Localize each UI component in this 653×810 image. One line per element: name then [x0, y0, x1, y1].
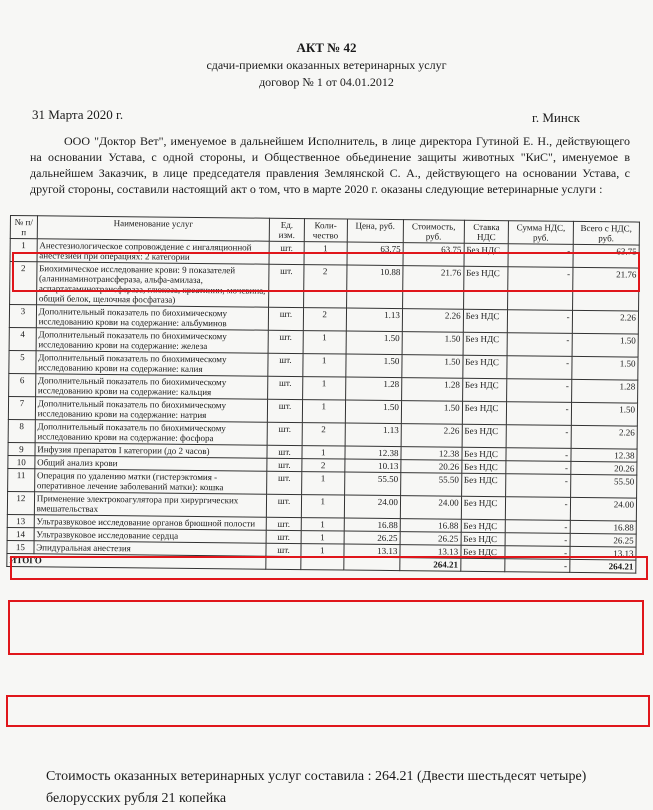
- cell-vat: Без НДС: [461, 545, 506, 558]
- cell-vat-sum: -: [508, 310, 573, 334]
- cell-total: 1.50: [571, 402, 638, 426]
- cell-total: 26.25: [570, 533, 636, 547]
- total-sum: 264.21: [569, 559, 635, 573]
- cell-cost: 21.76: [402, 266, 463, 310]
- cell-qty: 2: [303, 265, 346, 308]
- cell-vat-sum: -: [508, 244, 573, 268]
- highlight-rows-11-12: [8, 600, 644, 655]
- cell-num: 10: [8, 455, 35, 468]
- highlight-row-1: [12, 252, 640, 292]
- cell-price: 55.50: [344, 472, 401, 496]
- cell-name: Применение электрокоагулятора при хирургических вмешательствах: [34, 492, 267, 517]
- cell-price: 1.50: [345, 400, 402, 424]
- cell-vat-sum: -: [506, 425, 571, 449]
- highlight-row-15: [6, 695, 650, 727]
- cell-qty: 1: [301, 544, 344, 557]
- cell-price: 26.25: [344, 531, 400, 545]
- act-title: АКТ № 42: [296, 40, 357, 55]
- cell-total: 16.88: [570, 520, 636, 534]
- header-qty: Коли-чество: [304, 219, 347, 242]
- cell-unit: шт.: [268, 353, 303, 376]
- act-date: 31 Марта 2020 г.: [32, 107, 124, 122]
- cell-num: 1: [10, 239, 37, 262]
- cell-unit: шт.: [266, 543, 301, 556]
- total-label: ИТОГО: [7, 553, 266, 569]
- cell-name: Дополнительный показатель по биохимическому исследованию крови на содержание: фосфора: [35, 420, 268, 445]
- cell-cost: 1.50: [402, 355, 463, 379]
- cell-name: Операция по удалению матки (гистерэктомия - оперативное лечение заболеваний матки): кошка: [34, 469, 267, 494]
- cell-name: Анестезиологическое сопровождение с ингаляционной анестезией при операциях: 2 категории: [37, 239, 270, 264]
- cell-price: 1.13: [345, 423, 402, 447]
- cell-name: Дополнительный показатель по биохимическому исследованию крови на содержание: альбуминов: [36, 305, 269, 330]
- cell-price: 1.13: [346, 308, 403, 332]
- cell-num: 15: [7, 540, 34, 553]
- cell-total: 1.50: [571, 356, 638, 380]
- cell-cost: 24.00: [400, 496, 461, 520]
- cell-vat: Без НДС: [461, 519, 506, 532]
- cell-cost: 26.25: [400, 532, 461, 546]
- cell-price: 13.13: [344, 544, 400, 558]
- cell-vat-sum: -: [507, 379, 572, 403]
- cell-name: Дополнительный показатель по биохимическому исследованию крови на содержание: натрия: [35, 397, 268, 422]
- cell-unit: шт.: [268, 399, 303, 422]
- cell-num: 12: [7, 491, 34, 514]
- cell-unit: шт.: [266, 517, 301, 530]
- cell-vat: Без НДС: [462, 447, 507, 460]
- act-subtitle: сдачи-приемки оказанных ветеринарных услуг: [206, 58, 447, 72]
- cell-vat-sum: -: [507, 356, 572, 380]
- cell-cost: 2.26: [402, 309, 463, 333]
- cell-vat: Без НДС: [463, 309, 508, 332]
- cell-price: 16.88: [344, 518, 400, 532]
- cell-vat: Без НДС: [463, 332, 508, 355]
- cell-price: 10.88: [346, 265, 403, 309]
- cell-num: 5: [9, 350, 36, 373]
- cell-price: 1.28: [345, 377, 402, 401]
- cell-unit: шт.: [266, 530, 301, 543]
- cell-num: 7: [8, 396, 35, 419]
- cell-qty: 1: [302, 377, 345, 400]
- cell-name: Ультразвуковое исследование сердца: [34, 528, 267, 543]
- cell-price: 12.38: [345, 446, 401, 460]
- cell-cost: 1.50: [402, 332, 463, 356]
- cell-unit: шт.: [268, 376, 303, 399]
- cell-unit: шт.: [267, 494, 302, 517]
- cell-total: 13.13: [570, 546, 636, 560]
- cell-vat-sum: -: [508, 267, 573, 311]
- cell-unit: шт.: [267, 458, 302, 471]
- cell-cost: 13.13: [400, 545, 461, 559]
- cell-num: 6: [9, 373, 36, 396]
- header-cost: Стоимость, руб.: [403, 220, 464, 244]
- footer-summary: Стоимость оказанных ветеринарных услуг составила : 264.21 (Двести шестьдесят четыре) белорусских рубля 21 копейка: [46, 769, 587, 806]
- cell-qty: 1: [301, 495, 344, 518]
- cell-unit: шт.: [267, 422, 302, 445]
- contract-reference: договор № 1 от 04.01.2012: [259, 75, 394, 89]
- cell-total: 2.26: [571, 425, 638, 449]
- cell-unit: шт.: [267, 445, 302, 458]
- cell-vat-sum: -: [507, 402, 572, 426]
- header-unit: Ед. изм.: [269, 218, 304, 241]
- cell-qty: 2: [302, 459, 345, 472]
- highlight-row-9: [10, 556, 648, 580]
- cell-vat: Без НДС: [461, 532, 506, 545]
- cell-total: 63.75: [573, 244, 640, 268]
- cell-price: 1.50: [346, 331, 403, 355]
- header-price: Цена, руб.: [347, 219, 404, 243]
- cell-qty: 2: [303, 308, 346, 331]
- cell-vat-sum: -: [506, 461, 570, 475]
- cell-num: 8: [8, 419, 35, 442]
- cell-cost: 63.75: [403, 243, 464, 267]
- cell-price: 24.00: [344, 495, 401, 519]
- cell-unit: шт.: [267, 471, 302, 494]
- cell-cost: 1.28: [402, 378, 463, 402]
- cell-vat: Без НДС: [463, 266, 508, 309]
- cell-vat-sum: -: [506, 497, 571, 521]
- header-total: Всего с НДС, руб.: [573, 221, 640, 245]
- cell-total: 1.28: [571, 379, 638, 403]
- cell-num: 9: [8, 442, 35, 455]
- cell-vat: Без НДС: [464, 243, 509, 266]
- cell-num: 2: [10, 262, 37, 305]
- cell-vat-sum: -: [507, 333, 572, 357]
- cell-qty: 1: [302, 400, 345, 423]
- cell-num: 13: [7, 514, 34, 527]
- cell-vat: Без НДС: [462, 424, 507, 447]
- cell-name: Общий анализ крови: [35, 456, 268, 471]
- total-vat-sum: -: [505, 559, 569, 573]
- cell-unit: шт.: [269, 264, 304, 307]
- cell-vat: Без НДС: [461, 473, 506, 496]
- cell-name: Ультразвуковое исследование органов брюшной полости: [34, 515, 267, 530]
- cell-qty: 1: [304, 242, 347, 265]
- cell-total: 2.26: [572, 310, 639, 334]
- cell-num: 4: [9, 327, 36, 350]
- header-vat: Ставка НДС: [464, 220, 509, 243]
- cell-name: Дополнительный показатель по биохимическому исследованию крови на содержание: калия: [36, 351, 269, 376]
- total-cost: 264.21: [400, 558, 461, 572]
- cell-vat-sum: -: [506, 474, 571, 498]
- cell-qty: 1: [303, 354, 346, 377]
- header-vat-sum: Сумма НДС, руб.: [509, 221, 574, 245]
- cell-name: Эпидуральная анестезия: [34, 541, 267, 556]
- cell-price: 10.13: [344, 459, 400, 473]
- cell-cost: 12.38: [401, 447, 462, 461]
- cell-vat-sum: -: [506, 520, 570, 534]
- cell-total: 24.00: [570, 497, 637, 521]
- cell-total: 55.50: [570, 474, 637, 498]
- cell-name: Инфузия препаратов I категории (до 2 часов): [35, 443, 268, 458]
- cell-cost: 1.50: [401, 401, 462, 425]
- cell-total: 20.26: [571, 461, 637, 475]
- header-name: Наименование услуг: [37, 216, 270, 241]
- cell-price: 1.50: [345, 354, 402, 378]
- cell-vat-sum: -: [506, 448, 570, 462]
- cell-qty: 1: [302, 446, 345, 459]
- cell-vat: Без НДС: [463, 355, 508, 378]
- cell-cost: 20.26: [401, 460, 462, 474]
- cell-qty: 1: [301, 531, 344, 544]
- cell-unit: шт.: [268, 307, 303, 330]
- cell-qty: 2: [302, 423, 345, 446]
- cell-vat: Без НДС: [461, 496, 506, 519]
- cell-unit: шт.: [269, 241, 304, 264]
- cell-name: Дополнительный показатель по биохимическому исследованию крови на содержание: железа: [36, 328, 269, 353]
- cell-unit: шт.: [268, 330, 303, 353]
- header-num: № п/п: [10, 216, 37, 239]
- cell-name: Дополнительный показатель по биохимическому исследованию крови на содержание: кальция: [35, 374, 268, 399]
- cell-price: 63.75: [347, 242, 404, 266]
- cell-cost: 16.88: [400, 519, 461, 533]
- cell-name: Биохимическое исследование крови: 9 показателей (аланинаминотрансфераза, альфа-амилаза, аспартатаминотрансфераза, глюкоза, креатинин, мочевина, общий белок, щелочная фосфатаза): [36, 262, 269, 307]
- cell-qty: 1: [301, 472, 344, 495]
- cell-total: 1.50: [572, 333, 639, 357]
- cell-cost: 2.26: [401, 424, 462, 448]
- cell-total: 21.76: [572, 267, 639, 311]
- cell-vat-sum: -: [505, 533, 569, 547]
- cell-qty: 1: [301, 518, 344, 531]
- act-city: г. Минск: [532, 110, 580, 125]
- cell-num: 3: [9, 305, 36, 328]
- cell-cost: 55.50: [401, 473, 462, 497]
- cell-total: 12.38: [571, 448, 637, 462]
- cell-vat-sum: -: [505, 546, 569, 560]
- intro-paragraph: ООО "Доктор Вет", именуемое в дальнейшем Исполнитель, в лице директора Гутиной Е. Н., действующего на основании Устава, с одной стороны, и Общественное обьединение защиты животных "КиС", именуемое в дальнейшем Заказчик, в лице председателя правления Землянской С. А., действующего на основании Устава, с другой стороны, составили настоящий акт о том, что в марте 2020 г. оказаны следующие ветеринарные услуги :: [30, 134, 630, 196]
- cell-qty: 1: [303, 331, 346, 354]
- cell-num: 11: [8, 468, 35, 491]
- cell-vat: Без НДС: [462, 378, 507, 401]
- cell-vat: Без НДС: [462, 401, 507, 424]
- cell-vat: Без НДС: [462, 460, 507, 473]
- cell-num: 14: [7, 527, 34, 540]
